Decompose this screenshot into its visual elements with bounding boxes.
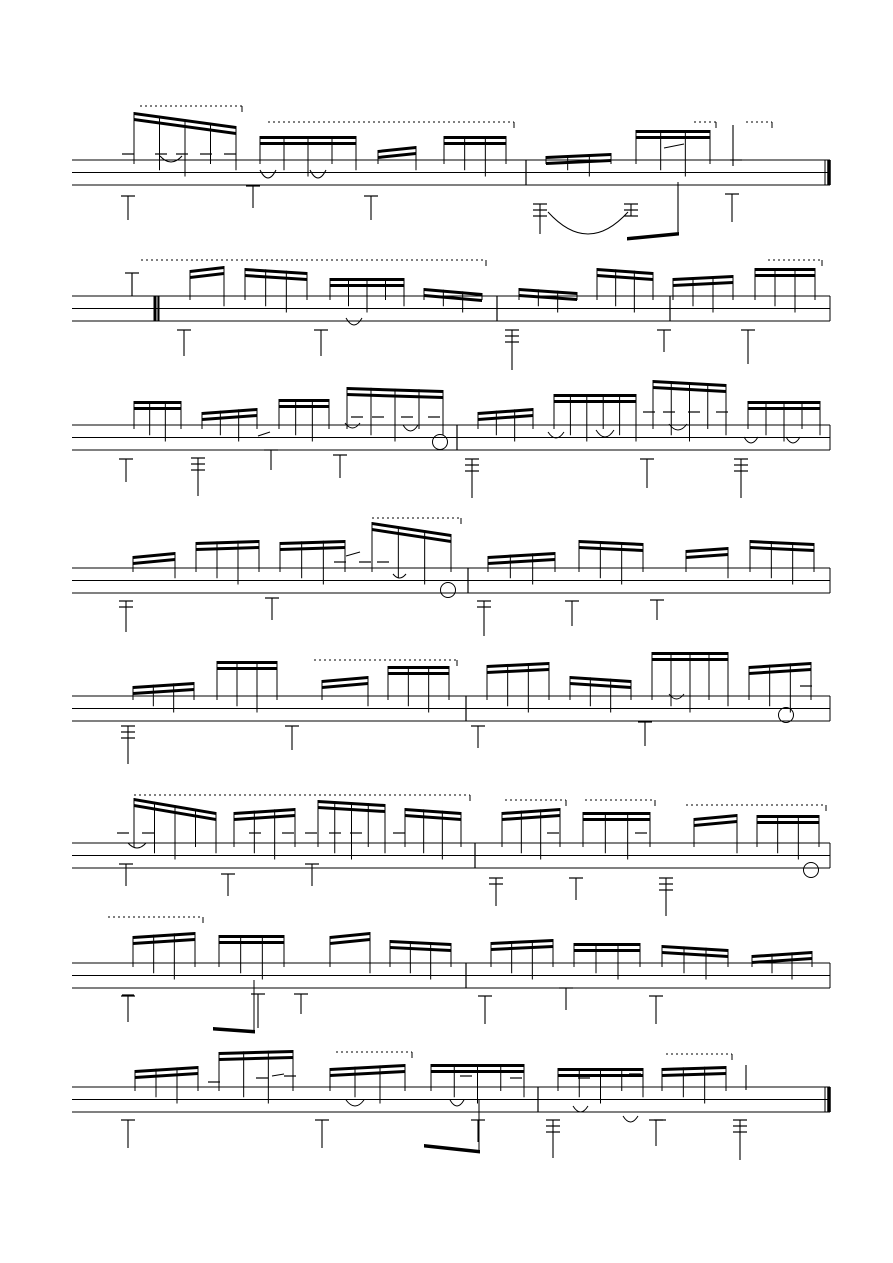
dashed-bracket [746, 122, 772, 128]
beam [574, 949, 640, 952]
low-note [649, 1120, 663, 1146]
beamed-note-group [330, 278, 404, 313]
dashed-bracket [666, 1054, 732, 1060]
low-note [305, 864, 319, 886]
slur [623, 1116, 638, 1122]
beamed-note-group [694, 814, 737, 853]
low-note [121, 1120, 135, 1148]
slur [596, 430, 614, 437]
beam [330, 938, 370, 945]
low-note [489, 878, 503, 906]
beam [133, 688, 194, 695]
beamed-note-group [219, 1050, 293, 1104]
low-note [121, 196, 135, 220]
beam [378, 152, 416, 159]
beam [135, 1072, 198, 1079]
low-note [315, 1120, 329, 1148]
beam [502, 808, 560, 815]
beamed-note-group [750, 540, 814, 585]
dashed-bracket [268, 122, 514, 128]
beamed-note-group [579, 540, 643, 585]
dashed-bracket [372, 518, 461, 524]
beam [322, 676, 368, 683]
beamed-note-group [347, 387, 443, 442]
low-note [119, 601, 133, 632]
beam [686, 553, 728, 559]
beamed-note-group [636, 130, 710, 177]
beam [330, 1070, 405, 1077]
beam [134, 407, 181, 410]
low-note [569, 878, 583, 900]
low-note [121, 726, 135, 764]
beam [202, 414, 257, 421]
beam [750, 540, 814, 546]
low-note [221, 874, 235, 896]
beam [752, 951, 812, 958]
tie-dash [346, 552, 360, 556]
tie-dash [258, 432, 270, 436]
beamed-note-group [558, 1068, 643, 1104]
beamed-note-group [217, 661, 277, 713]
beamed-note-group [597, 268, 653, 313]
dashed-bracket [134, 795, 470, 801]
beamed-note-group [318, 800, 385, 860]
low-note [364, 196, 378, 220]
low-note [333, 455, 347, 478]
beam [388, 672, 449, 675]
beam [597, 274, 653, 281]
beam [636, 130, 710, 133]
beamed-note-group [133, 552, 175, 578]
beam [574, 943, 640, 946]
beam [280, 546, 345, 551]
beam [491, 945, 553, 951]
beam [234, 814, 295, 821]
slur [450, 1100, 464, 1106]
dashed-bracket [141, 260, 486, 266]
beamed-note-group [755, 268, 815, 313]
beam [196, 546, 259, 551]
beamed-note-group [431, 1064, 524, 1104]
beamed-note-group [757, 815, 819, 860]
tie-dash [664, 144, 684, 148]
beam [245, 268, 307, 275]
bass-beam [627, 232, 679, 241]
beam [330, 932, 370, 939]
beamed-note-group [372, 522, 451, 585]
beamed-note-group [554, 394, 636, 442]
beam [579, 546, 643, 552]
low-note [734, 459, 748, 498]
low-note [191, 458, 205, 496]
beam [405, 808, 461, 815]
dashed-bracket [140, 106, 242, 112]
staff-system-6 [72, 843, 830, 868]
beam [749, 662, 811, 669]
low-note [741, 330, 755, 364]
beam [478, 408, 533, 415]
beam [219, 941, 284, 944]
low-note [650, 600, 664, 620]
dashed-bracket [585, 800, 655, 806]
low-note [246, 186, 260, 208]
beam [390, 946, 451, 952]
beam [245, 274, 307, 281]
low-note [725, 194, 739, 222]
low-note [649, 996, 663, 1024]
beam [570, 676, 631, 683]
slur [403, 425, 418, 431]
beamed-note-group [487, 662, 549, 713]
beam [749, 668, 811, 675]
beam [133, 938, 195, 945]
beamed-note-group [444, 136, 506, 177]
low-note [733, 1120, 747, 1160]
beam [554, 400, 636, 403]
low-note [477, 601, 491, 636]
low-note [659, 878, 673, 916]
beam [570, 682, 631, 689]
beam [636, 136, 710, 139]
beam [444, 142, 506, 145]
dashed-bracket [336, 1052, 412, 1058]
beam [662, 1072, 726, 1077]
beam [133, 552, 175, 559]
slur [573, 1106, 588, 1112]
beam [280, 540, 345, 545]
beam [755, 268, 815, 271]
beam [405, 814, 461, 821]
low-note [471, 1120, 485, 1142]
beam [502, 814, 560, 821]
beamed-note-group [134, 401, 181, 442]
beam [217, 667, 277, 670]
beamed-note-group [574, 943, 640, 980]
low-note [121, 996, 135, 1022]
beamed-note-group [388, 666, 449, 713]
beamed-note-group [196, 540, 259, 585]
dashed-bracket [694, 122, 716, 128]
beam [757, 815, 819, 818]
beam [579, 540, 643, 546]
beamed-note-group [260, 136, 356, 177]
beam [279, 399, 329, 402]
beam [583, 818, 650, 821]
low-note [565, 601, 579, 626]
beam [234, 808, 295, 815]
beam [750, 546, 814, 552]
beam [487, 662, 549, 668]
beam [322, 682, 368, 689]
beamed-note-group [134, 112, 236, 177]
dashed-bracket [505, 800, 566, 806]
beamed-note-group [405, 808, 461, 860]
low-note [177, 330, 191, 356]
harmonic-circle [441, 583, 456, 598]
beam [662, 945, 728, 952]
low-note [533, 204, 547, 234]
low-note [119, 459, 133, 482]
beam [597, 268, 653, 275]
beamed-note-group [133, 682, 194, 713]
beamed-note-group [491, 939, 553, 980]
dashed-bracket [686, 805, 826, 811]
beam [694, 814, 737, 821]
beamed-note-group [378, 146, 416, 170]
beam [491, 939, 553, 945]
beam [488, 552, 555, 559]
slur [128, 843, 146, 848]
beam [279, 405, 329, 408]
slur [346, 1100, 364, 1106]
beamed-note-group [749, 662, 811, 713]
low-note [294, 994, 308, 1014]
low-note [546, 1120, 560, 1158]
staff-system-5 [72, 696, 830, 721]
beam [388, 666, 449, 669]
beamed-note-group [330, 932, 370, 973]
beamed-note-group [279, 399, 329, 442]
slur [393, 574, 406, 578]
low-note [314, 330, 328, 356]
beam [662, 951, 728, 958]
beam [133, 932, 195, 939]
low-note [638, 722, 652, 746]
beam [217, 661, 277, 664]
beam [390, 940, 451, 946]
beam [190, 266, 224, 273]
beamed-note-group [686, 547, 728, 578]
beamed-note-group [502, 808, 560, 860]
low-note [640, 459, 654, 488]
beam [686, 547, 728, 553]
low-note [465, 459, 479, 498]
harmonic-circle [804, 863, 819, 878]
beamed-note-group [322, 676, 368, 706]
low-note [505, 330, 519, 370]
beamed-note-group [245, 268, 307, 313]
harmonic-circle [779, 708, 794, 723]
staff-system-3 [72, 425, 830, 450]
beamed-note-group [390, 940, 451, 980]
beam [673, 275, 733, 281]
harmonic-circle [433, 435, 448, 450]
beam [554, 394, 636, 397]
low-note [471, 726, 485, 748]
beam [202, 408, 257, 415]
beamed-note-group [135, 1066, 198, 1104]
slur [548, 212, 628, 234]
beam [673, 281, 733, 287]
beam [478, 414, 533, 421]
beamed-note-group [653, 380, 726, 442]
beamed-note-group [234, 808, 295, 860]
bass-beam [424, 1144, 480, 1154]
slur [310, 170, 326, 178]
tie-dash [272, 1074, 284, 1076]
staff-system-1 [72, 160, 830, 185]
beam [135, 1066, 198, 1073]
low-note [657, 330, 671, 352]
beam [134, 401, 181, 404]
beamed-note-group [662, 945, 728, 980]
beam [219, 1050, 293, 1055]
beam [694, 820, 737, 827]
staff-system-8 [72, 1087, 830, 1112]
beamed-note-group [330, 1064, 405, 1104]
beam [487, 668, 549, 674]
low-note [264, 450, 278, 470]
beam [757, 821, 819, 824]
low-note [251, 994, 265, 1028]
beam [190, 272, 224, 279]
beam [519, 288, 577, 295]
beamed-note-group [134, 798, 216, 860]
beam [133, 682, 194, 689]
beamed-note-group [190, 266, 224, 306]
bass-beam [213, 1027, 255, 1034]
beam [444, 136, 506, 139]
low-note [285, 726, 299, 750]
beamed-note-group [748, 401, 820, 442]
dashed-bracket [768, 260, 822, 266]
low-note [119, 864, 133, 886]
beamed-note-group [583, 812, 650, 860]
beam [583, 812, 650, 815]
beam [488, 558, 555, 565]
beam [219, 1056, 293, 1061]
low-note [265, 598, 279, 620]
slur [260, 170, 276, 178]
beamed-note-group [570, 676, 631, 713]
beamed-note-group [673, 275, 733, 313]
beam [196, 540, 259, 545]
beamed-note-group [652, 652, 728, 713]
beamed-note-group [133, 932, 195, 980]
low-note [559, 988, 573, 1010]
beam [330, 1064, 405, 1071]
beam [219, 935, 284, 938]
beam [133, 558, 175, 565]
dashed-bracket [108, 917, 203, 923]
low-note [478, 996, 492, 1024]
beam [755, 274, 815, 277]
beamed-note-group [219, 935, 284, 980]
beam [662, 1066, 726, 1071]
staff-system-2 [72, 296, 830, 321]
dashed-bracket [314, 660, 457, 666]
beamed-note-group [662, 1066, 726, 1104]
slur [160, 156, 182, 162]
beam [378, 146, 416, 153]
beam [519, 294, 577, 301]
beam [546, 153, 611, 159]
